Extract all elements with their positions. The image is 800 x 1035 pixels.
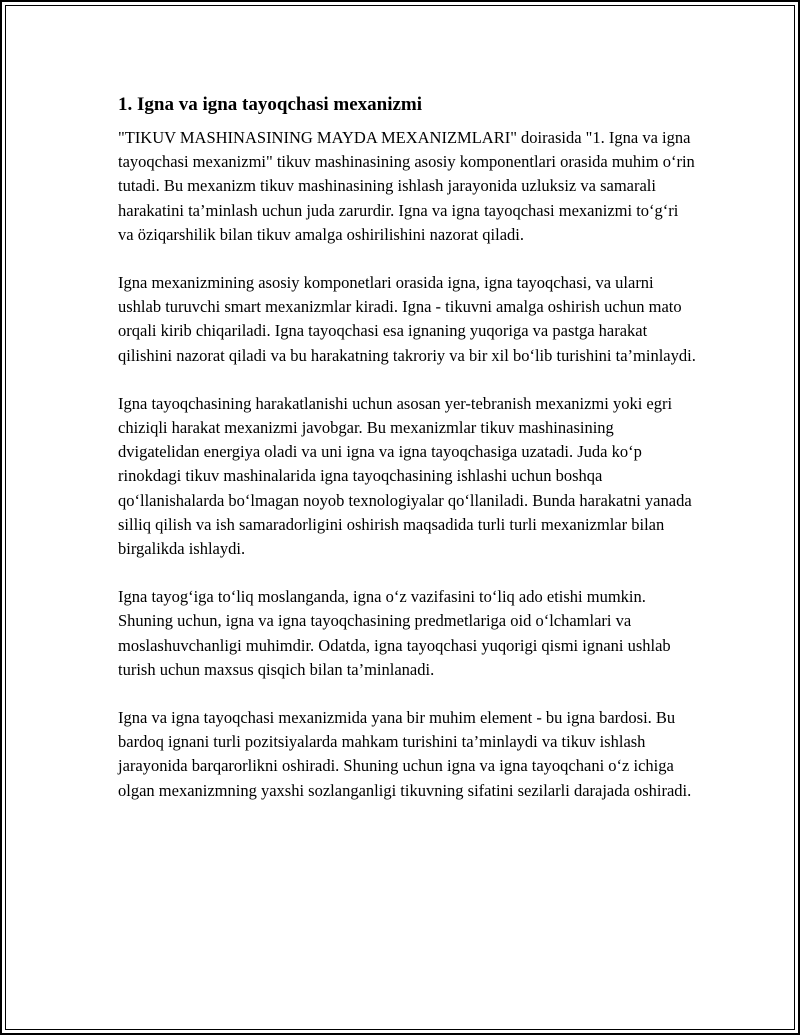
section-heading: 1. Igna va igna tayoqchasi mexanizmi [118, 94, 423, 115]
paragraph-5: Igna va igna tayoqchasi mexanizmida yana bir muhim element - bu igna bardosi. Bu bardoq ignani turli pozitsiyalarda mahkam turishini ta’minlaydi va tikuv ishlash jarayonida barqarorlikni oshiradi. Shuning uchun igna va igna tayoqchani oʻz ichiga olgan mexanizmning yaxshi sozlanganligi tikuvning sifatini sezilarli darajada oshiradi. [118, 708, 692, 800]
paragraph-2: Igna mexanizmining asosiy komponetlari orasida igna, igna tayoqchasi, va ularni ushlab turuvchi smart mexanizmlar kiradi. Igna - tikuvni amalga oshirish uchun mato orqali kirib chiqariladi. Igna tayoqchasi esa ignaning yuqoriga va pastga harakat qilishini nazorat qiladi va bu harakatning takroriy va bir xil boʻlib turishini ta’minlaydi. [118, 273, 696, 365]
paragraph-3: Igna tayoqchasining harakatlanishi uchun asosan yer-tebranish mexanizmi yoki egri chiziqli harakat mexanizmi javobgar. Bu mexanizmlar tikuv mashinasining dvigatelidan energiya oladi va uni igna va igna tayoqchasiga uzatadi. Juda koʻp rinokdagi tikuv mashinalarida igna tayoqchasining ishlashi uchun boshqa qoʻllanishalarda boʻlmagan noyob texnologiyalar qoʻllaniladi. Bunda harakatni yanada silliq qilish va ish samaradorligini oshirish maqsadida turli turli mexanizmlar bilan birgalikda ishlaydi. [118, 393, 692, 559]
paragraph-4: Igna tayogʻiga toʻliq moslanganda, igna oʻz vazifasini toʻliq ado etishi mumkin. Shuning uchun, igna va igna tayoqchasining predmetlariga oid oʻlchamlari va moslashuvchanligi muhimdir. Odatda, igna tayoqchasi yuqorigi qismi ignani ushlab turish uchun maxsus qisqich bilan ta’minlanadi. [118, 587, 671, 679]
document-body [118, 92, 698, 827]
paragraph-1: "TIKUV MASHINASINING MAYDA MEXANIZMLARI" doirasida "1. Igna va igna tayoqchasi mexanizmi" tikuv mashinasining asosiy komponentlari orasida muhim oʻrin tutadi. Bu mexanizm tikuv mashinasining ishlash jarayonida uzluksiz va samarali harakatini ta’minlash uchun juda zarurdir. Igna va igna tayoqchasi mexanizmi toʻgʻri va öziqarshilik bilan tikuv amalga oshirilishini nazorat qiladi. [118, 128, 695, 244]
